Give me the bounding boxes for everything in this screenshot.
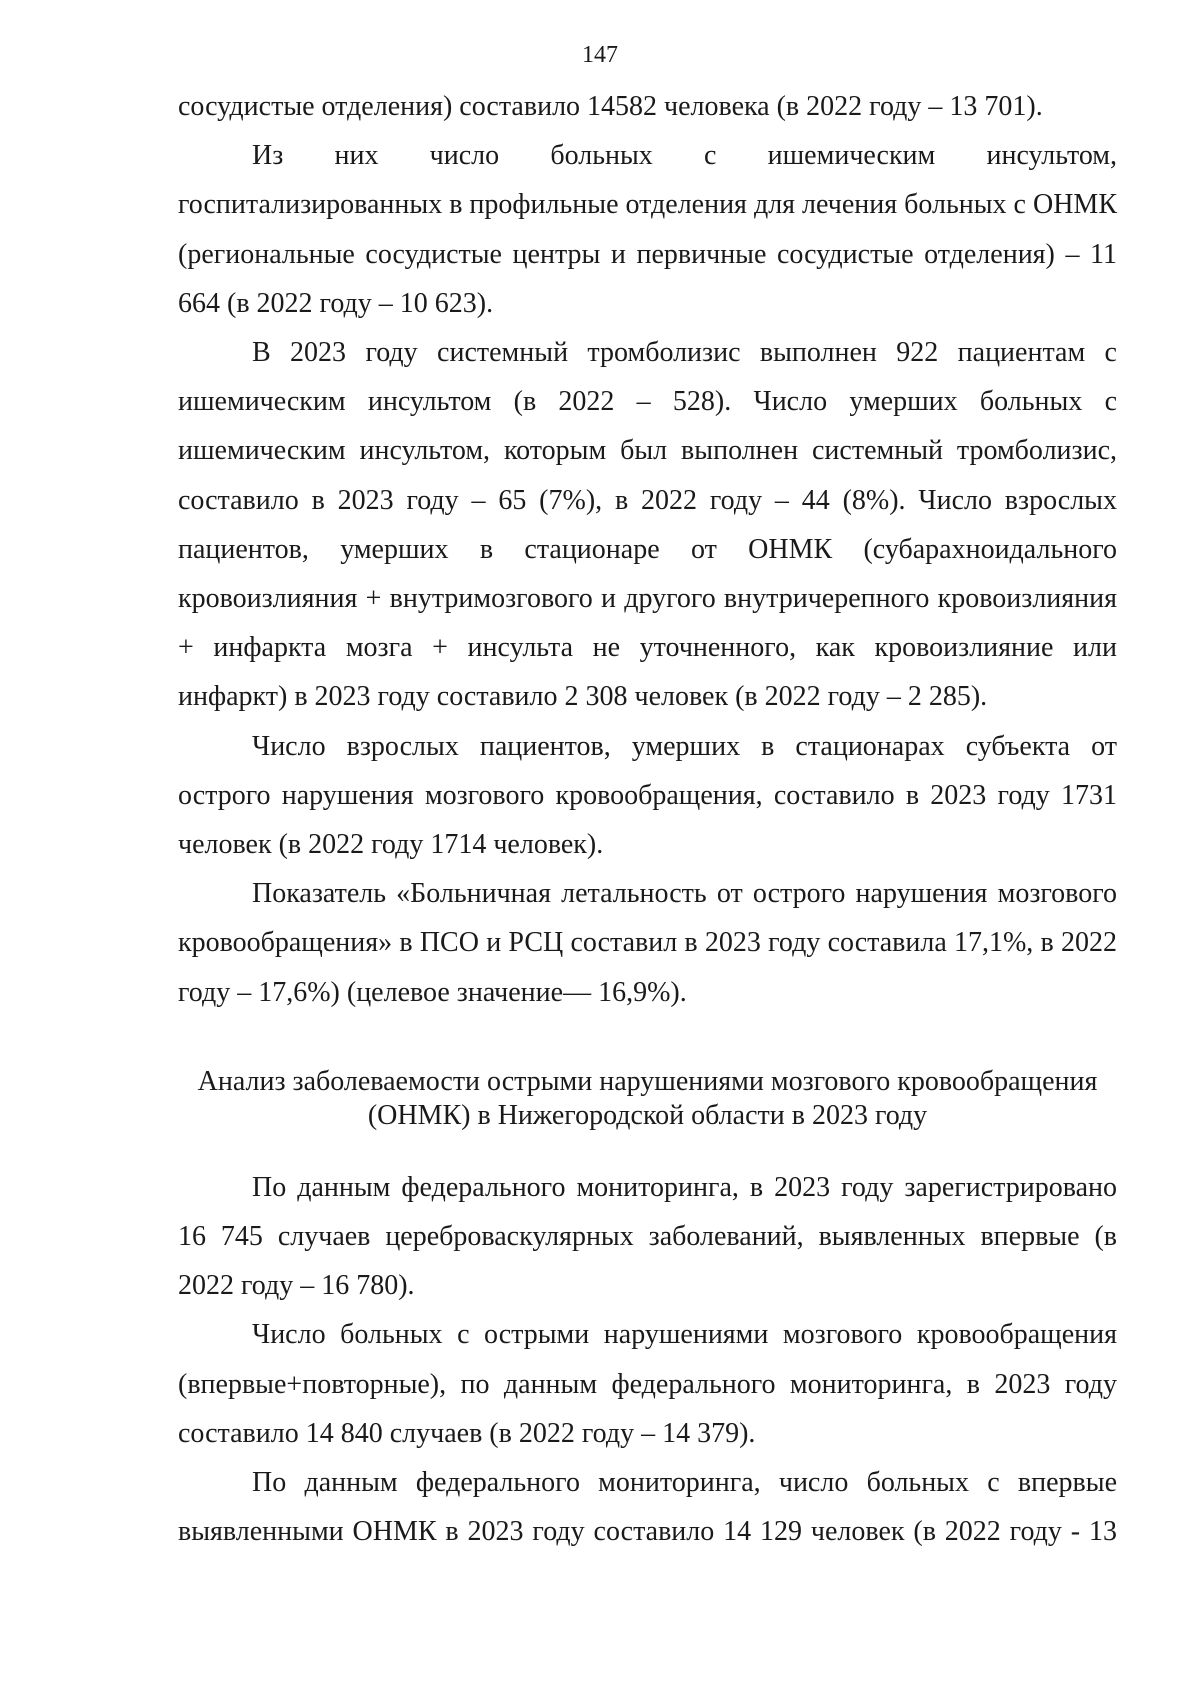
document-body [178,82,1117,1556]
paragraph-ischemic-hospitalized: Из них число больных с ишемическим инсультом, госпитализированных в профильные отделения для лечения больных с ОНМК (региональные сосудистые центры и первичные сосудистые отделения) – 11 664 (в 2022 году – 10 623). [178,140,1117,319]
section-heading [178,1065,1117,1133]
paragraph-cerebrovascular-cases: По данным федерального мониторинга, в 2023 году зарегистрировано 16 745 случаев цереброваскулярных заболеваний, выявленных впервые (в 2022 году – 16 780). [178,1171,1117,1302]
paragraph-continuation: сосудистые отделения) составило 14582 человека (в 2022 году – 13 701). [178,91,1043,122]
paragraph-hospital-mortality: Показатель «Больничная летальность от острого нарушения мозгового кровообращения» в ПСО и РСЦ составил в 2023 году составила 17,1%, в 2022 году – 17,6%) (целевое значение— 16,9%). [178,878,1117,1008]
section-heading-line-2: (ОНМК) в Нижегородской области в 2023 году [367,1099,928,1131]
paragraph-acute-stroke-cases: Число больных с острыми нарушениями мозгового кровообращения (впервые+повторные), по данным федерального мониторинга, в 2023 году составило 14 840 случаев (в 2022 году – 14 379). [178,1319,1117,1449]
paragraph-thrombolysis: В 2023 году системный тромболизис выполнен 922 пациентам с ишемическим инсультом (в 2022 – 528). Число умерших больных с ишемическим инсультом, которым был выполнен системный тромболизис, составило в 2023 году – 65 (7%), в 2022 году – 44 (8%). Число взрослых пациентов, умерших в стационаре от ОНМК (субарахноидального кровоизлияния + внутримозгового и другого внутричерепного кровоизлияния + инфаркта мозга + инсульта не уточненного, как кровоизлияние или инфаркт) в 2023 году составило 2 308 человек (в 2022 году – 2 285). [178,337,1117,713]
page-number: 147 [582,42,618,68]
paragraph-first-time-stroke: По данным федерального мониторинга, число больных с впервые выявленными ОНМК в 2023 году составило 14 129 человек (в 2022 году - 13 [178,1467,1117,1548]
paragraph-adult-deaths: Число взрослых пациентов, умерших в стационарах субъекта от острого нарушения мозгового кровообращения, составило в 2023 году 1731 человек (в 2022 году 1714 человек). [178,730,1117,861]
section-heading-line-1: Анализ заболеваемости острыми нарушениями мозгового кровообращения [197,1065,1098,1097]
